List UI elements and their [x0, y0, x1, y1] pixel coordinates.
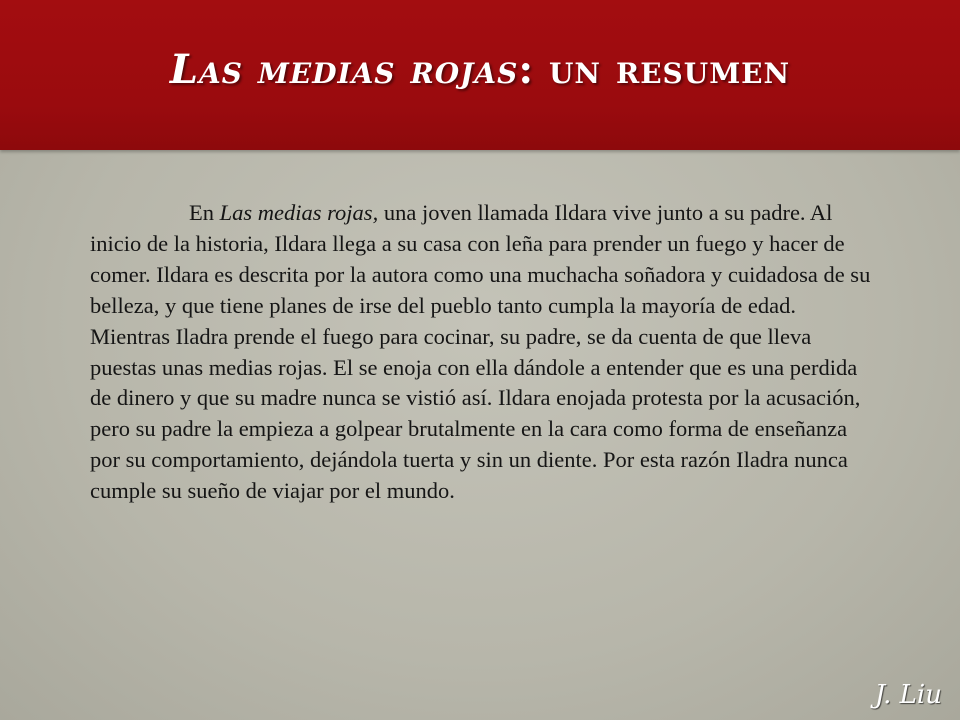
paragraph-intro: En	[189, 200, 220, 225]
author-signature: J. Liu	[874, 680, 942, 710]
slide-title-rest: : un resumen	[518, 46, 791, 93]
paragraph-body: una joven llamada Ildara vive junto a su padre. Al inicio de la historia, Ildara llega a su casa con leña para prender un fuego y hacer de comer. Ildara es descrita por la autora como una muchacha soñadora y cuidadosa de su belleza, y que tiene planes de irse del pueblo tanto cumpla la mayoría de edad. Mientras Iladra prende el fuego para cocinar, su padre, se da cuenta de que lleva puestas unas medias rojas. El se enoja con ella dándole a entender que es una perdida de dinero y que su madre nunca se vistió así. Ildara enojada protesta por la acusación, pero su padre la empieza a golpear brutalmente en la cara como forma de enseñanza por su comportamiento, dejándola tuerta y sin un diente. Por esta razón Iladra nunca cumple su sueño de viajar por el mundo.	[90, 200, 871, 504]
slide-title-italic: Las medias rojas	[169, 46, 519, 93]
slide-title	[0, 44, 960, 96]
book-title: Las medias rojas,	[219, 200, 379, 225]
summary-paragraph	[90, 198, 875, 507]
